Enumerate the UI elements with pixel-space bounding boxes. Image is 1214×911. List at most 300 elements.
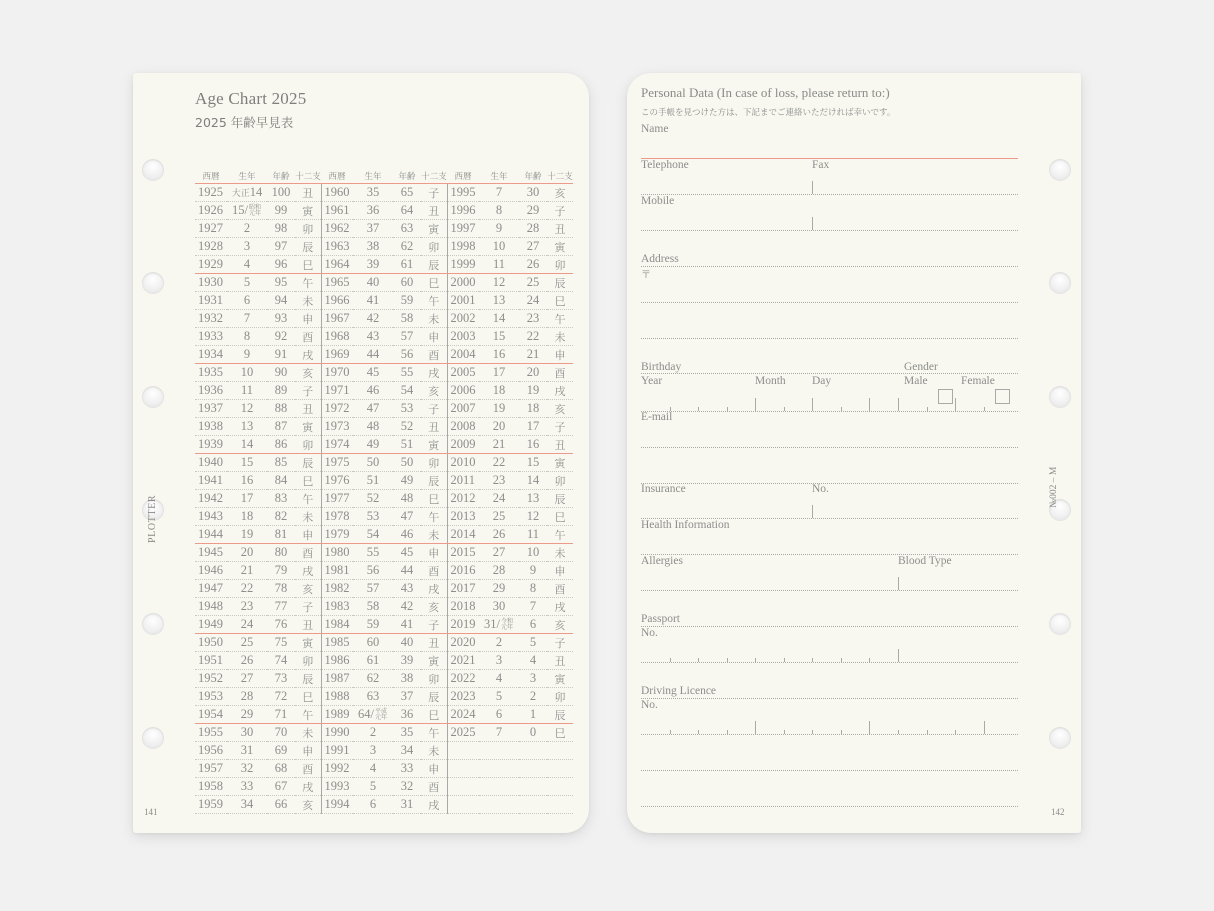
western-year-cell: 1930 — [195, 274, 227, 292]
western-year-cell: 2022 — [447, 670, 479, 688]
western-year-cell: 1982 — [321, 580, 353, 598]
era-year-cell: 45 — [353, 364, 393, 382]
passport-no-label: No. — [641, 627, 658, 639]
age-cell: 95 — [267, 274, 295, 292]
col-header-western-year: 西暦 — [321, 169, 353, 184]
era-year-cell: 58 — [353, 598, 393, 616]
zodiac-cell: 午 — [421, 508, 447, 526]
era-year-cell: 5 — [353, 778, 393, 796]
era-year-cell: 4 — [227, 256, 267, 274]
table-row — [195, 382, 573, 400]
western-year-cell: 1999 — [447, 256, 479, 274]
age-cell: 16 — [519, 436, 547, 454]
western-year-cell: 2016 — [447, 562, 479, 580]
western-year-cell: 1998 — [447, 238, 479, 256]
extra-line-1[interactable] — [641, 770, 1018, 771]
zodiac-cell: 丑 — [421, 202, 447, 220]
age-cell: 12 — [519, 508, 547, 526]
zodiac-cell: 辰 — [421, 688, 447, 706]
western-year-cell: 1949 — [195, 616, 227, 634]
table-row — [195, 184, 573, 202]
birthday-label: Birthday — [641, 361, 682, 373]
age-cell: 65 — [393, 184, 421, 202]
zodiac-cell: 申 — [295, 526, 321, 544]
zodiac-cell: 酉 — [421, 346, 447, 364]
birthday-field[interactable] — [641, 411, 1018, 412]
era-year-cell: 20 — [479, 418, 519, 436]
era-year-cell: 50 — [353, 454, 393, 472]
zodiac-cell: 辰 — [547, 706, 573, 724]
table-row — [195, 436, 573, 454]
western-year-cell — [447, 778, 479, 796]
insurance-label: Insurance — [641, 483, 686, 495]
zodiac-cell: 寅 — [295, 202, 321, 220]
age-cell: 68 — [267, 760, 295, 778]
name-field[interactable] — [641, 158, 1018, 159]
allergies-field[interactable] — [641, 590, 1018, 591]
zodiac-cell: 卯 — [295, 220, 321, 238]
age-cell: 46 — [393, 526, 421, 544]
mobile-field[interactable] — [641, 230, 1018, 231]
female-checkbox[interactable] — [995, 389, 1010, 404]
mobile-label: Mobile — [641, 195, 675, 207]
age-cell: 49 — [393, 472, 421, 490]
age-cell: 57 — [393, 328, 421, 346]
western-year-cell: 1927 — [195, 220, 227, 238]
table-row — [195, 526, 573, 544]
era-year-cell: 30 — [479, 598, 519, 616]
era-year-cell: 17 — [227, 490, 267, 508]
email-field-2[interactable] — [641, 483, 1018, 484]
age-cell: 63 — [393, 220, 421, 238]
era-year-cell: 18 — [479, 382, 519, 400]
age-cell: 67 — [267, 778, 295, 796]
zodiac-cell: 未 — [295, 292, 321, 310]
western-year-cell: 1947 — [195, 580, 227, 598]
era-year-cell: 37 — [353, 220, 393, 238]
western-year-cell: 1957 — [195, 760, 227, 778]
western-year-cell: 2014 — [447, 526, 479, 544]
western-year-cell: 1936 — [195, 382, 227, 400]
era-year-cell: 10 — [227, 364, 267, 382]
zodiac-cell: 戌 — [547, 382, 573, 400]
zodiac-cell: 子 — [421, 616, 447, 634]
era-year-cell: 13 — [227, 418, 267, 436]
fax-label: Fax — [812, 159, 830, 171]
table-row — [195, 562, 573, 580]
health-information-field[interactable] — [641, 554, 1018, 555]
zodiac-cell: 寅 — [421, 652, 447, 670]
table-row — [195, 508, 573, 526]
western-year-cell: 2001 — [447, 292, 479, 310]
age-cell: 26 — [519, 256, 547, 274]
age-cell: 44 — [393, 562, 421, 580]
western-year-cell: 1966 — [321, 292, 353, 310]
era-year-cell: 60 — [353, 634, 393, 652]
zodiac-cell: 丑 — [295, 400, 321, 418]
driving-licence-rule — [641, 698, 1018, 699]
western-year-cell: 2002 — [447, 310, 479, 328]
age-cell: 15 — [519, 454, 547, 472]
western-year-cell: 1934 — [195, 346, 227, 364]
era-year-cell: 8 — [227, 328, 267, 346]
era-year-cell: 7 — [479, 184, 519, 202]
western-year-cell — [447, 796, 479, 814]
zodiac-cell: 戌 — [421, 796, 447, 814]
table-row — [195, 238, 573, 256]
era-year-cell: 21 — [227, 562, 267, 580]
age-cell: 70 — [267, 724, 295, 742]
age-cell: 13 — [519, 490, 547, 508]
era-year-cell: 42 — [353, 310, 393, 328]
binder-hole — [142, 386, 164, 408]
zodiac-cell: 卯 — [295, 436, 321, 454]
western-year-cell: 1954 — [195, 706, 227, 724]
email-field[interactable] — [641, 447, 1018, 448]
age-cell: 3 — [519, 670, 547, 688]
age-cell: 54 — [393, 382, 421, 400]
age-cell: 84 — [267, 472, 295, 490]
western-year-cell: 1926 — [195, 202, 227, 220]
table-row — [195, 328, 573, 346]
western-year-cell: 2004 — [447, 346, 479, 364]
zodiac-cell: 未 — [421, 742, 447, 760]
digit-tick — [984, 721, 985, 734]
era-year-cell: 26 — [227, 652, 267, 670]
western-year-cell: 1976 — [321, 472, 353, 490]
passport-field[interactable] — [641, 662, 1018, 663]
zodiac-cell: 辰 — [295, 454, 321, 472]
driving-licence-field[interactable] — [641, 734, 1018, 735]
age-cell: 52 — [393, 418, 421, 436]
zodiac-cell: 亥 — [295, 580, 321, 598]
era-year-cell: 11 — [227, 382, 267, 400]
era-year-cell: 56 — [353, 562, 393, 580]
western-year-cell: 1948 — [195, 598, 227, 616]
zodiac-cell: 寅 — [421, 436, 447, 454]
western-year-cell: 1943 — [195, 508, 227, 526]
western-year-cell: 1931 — [195, 292, 227, 310]
western-year-cell: 1970 — [321, 364, 353, 382]
age-cell: 22 — [519, 328, 547, 346]
passport-label: Passport — [641, 613, 680, 625]
western-year-cell: 1928 — [195, 238, 227, 256]
zodiac-cell: 酉 — [421, 778, 447, 796]
era-year-cell: 17 — [479, 364, 519, 382]
zodiac-cell: 寅 — [295, 418, 321, 436]
col-header-era-year: 生年 — [479, 169, 519, 184]
zodiac-cell: 午 — [421, 724, 447, 742]
era-year-cell: 34 — [227, 796, 267, 814]
age-cell: 96 — [267, 256, 295, 274]
table-header-row — [195, 169, 573, 184]
western-year-cell: 1994 — [321, 796, 353, 814]
zodiac-cell: 丑 — [295, 184, 321, 202]
era-year-cell: 35 — [353, 184, 393, 202]
age-cell: 36 — [393, 706, 421, 724]
zodiac-cell: 丑 — [295, 616, 321, 634]
table-row — [195, 310, 573, 328]
western-year-cell: 2005 — [447, 364, 479, 382]
western-year-cell: 1996 — [447, 202, 479, 220]
era-year-cell: 31/令和元年 — [479, 616, 519, 634]
extra-line-2[interactable] — [641, 806, 1018, 807]
era-year-cell — [479, 796, 519, 814]
table-row — [195, 274, 573, 292]
male-checkbox[interactable] — [938, 389, 953, 404]
age-cell: 42 — [393, 598, 421, 616]
era-year-cell: 2 — [479, 634, 519, 652]
binder-hole — [142, 272, 164, 294]
age-cell: 32 — [393, 778, 421, 796]
zodiac-cell: 卯 — [547, 472, 573, 490]
digit-tick — [869, 721, 870, 734]
age-cell: 10 — [519, 544, 547, 562]
zodiac-cell: 亥 — [547, 400, 573, 418]
age-cell: 85 — [267, 454, 295, 472]
age-cell: 30 — [519, 184, 547, 202]
western-year-cell: 2009 — [447, 436, 479, 454]
era-year-cell: 39 — [353, 256, 393, 274]
zodiac-cell: 卯 — [421, 454, 447, 472]
western-year-cell: 1975 — [321, 454, 353, 472]
age-cell: 71 — [267, 706, 295, 724]
western-year-cell: 2012 — [447, 490, 479, 508]
digit-tick — [755, 398, 756, 411]
era-year-cell: 16 — [479, 346, 519, 364]
col-header-age: 年齢 — [519, 169, 547, 184]
address-line-2[interactable] — [641, 302, 1018, 303]
western-year-cell: 1945 — [195, 544, 227, 562]
era-year-cell: 44 — [353, 346, 393, 364]
page-number: 142 — [1051, 807, 1065, 817]
western-year-cell: 2013 — [447, 508, 479, 526]
age-cell: 2 — [519, 688, 547, 706]
digit-tick — [898, 649, 899, 662]
era-year-cell: 3 — [227, 238, 267, 256]
age-cell: 55 — [393, 364, 421, 382]
table-row — [195, 742, 573, 760]
western-year-cell: 1978 — [321, 508, 353, 526]
blood-type-label: Blood Type — [898, 555, 952, 567]
western-year-cell: 1992 — [321, 760, 353, 778]
western-year-cell: 2007 — [447, 400, 479, 418]
era-year-cell: 29 — [479, 580, 519, 598]
col-header-western-year: 西暦 — [195, 169, 227, 184]
era-year-cell: 36 — [353, 202, 393, 220]
era-year-cell: 2 — [353, 724, 393, 742]
era-year-cell: 26 — [479, 526, 519, 544]
zodiac-cell: 卯 — [295, 652, 321, 670]
table-row — [195, 220, 573, 238]
address-line-1[interactable] — [641, 266, 1018, 267]
zodiac-cell: 未 — [295, 508, 321, 526]
zodiac-cell: 午 — [421, 292, 447, 310]
zodiac-cell: 丑 — [547, 220, 573, 238]
era-year-cell: 7 — [479, 724, 519, 742]
western-year-cell: 1955 — [195, 724, 227, 742]
era-year-cell: 43 — [353, 328, 393, 346]
era-year-cell: 28 — [227, 688, 267, 706]
table-row — [195, 706, 573, 724]
divider-tick — [898, 577, 899, 590]
zodiac-cell: 酉 — [295, 544, 321, 562]
day-label: Day — [812, 375, 832, 387]
table-row — [195, 778, 573, 796]
age-cell: 76 — [267, 616, 295, 634]
zodiac-cell: 寅 — [547, 670, 573, 688]
zodiac-cell: 辰 — [295, 670, 321, 688]
era-year-cell: 20 — [227, 544, 267, 562]
era-year-cell: 14 — [479, 310, 519, 328]
zodiac-cell: 巳 — [421, 706, 447, 724]
age-cell: 37 — [393, 688, 421, 706]
zodiac-cell: 午 — [295, 490, 321, 508]
western-year-cell: 2006 — [447, 382, 479, 400]
era-year-cell: 49 — [353, 436, 393, 454]
era-year-cell: 24 — [479, 490, 519, 508]
western-year-cell — [447, 742, 479, 760]
western-year-cell: 1997 — [447, 220, 479, 238]
zodiac-cell: 亥 — [421, 382, 447, 400]
western-year-cell: 1980 — [321, 544, 353, 562]
era-year-cell: 29 — [227, 706, 267, 724]
western-year-cell: 1961 — [321, 202, 353, 220]
female-label: Female — [961, 375, 995, 387]
binder-hole — [142, 727, 164, 749]
zodiac-cell: 戌 — [421, 364, 447, 382]
age-cell: 90 — [267, 364, 295, 382]
zodiac-cell: 寅 — [547, 238, 573, 256]
zodiac-cell: 巳 — [295, 688, 321, 706]
age-cell: 43 — [393, 580, 421, 598]
western-year-cell: 1985 — [321, 634, 353, 652]
table-row — [195, 796, 573, 814]
age-cell: 40 — [393, 634, 421, 652]
divider-tick — [812, 181, 813, 194]
era-year-cell: 12 — [479, 274, 519, 292]
age-cell: 19 — [519, 382, 547, 400]
western-year-cell: 2023 — [447, 688, 479, 706]
zodiac-cell: 辰 — [295, 238, 321, 256]
age-cell — [519, 796, 547, 814]
age-cell: 100 — [267, 184, 295, 202]
zodiac-cell: 未 — [547, 544, 573, 562]
table-row — [195, 616, 573, 634]
table-row — [195, 652, 573, 670]
table-row — [195, 598, 573, 616]
era-year-cell: 54 — [353, 526, 393, 544]
era-year-cell: 27 — [479, 544, 519, 562]
western-year-cell: 1950 — [195, 634, 227, 652]
telephone-field[interactable] — [641, 194, 1018, 195]
age-cell: 62 — [393, 238, 421, 256]
age-cell: 91 — [267, 346, 295, 364]
address-label: Address — [641, 253, 679, 265]
health-information-label: Health Information — [641, 519, 730, 531]
western-year-cell: 2025 — [447, 724, 479, 742]
era-year-cell: 5 — [479, 688, 519, 706]
western-year-cell: 1944 — [195, 526, 227, 544]
binder-hole — [1049, 727, 1071, 749]
table-row — [195, 346, 573, 364]
age-cell: 41 — [393, 616, 421, 634]
address-line-3[interactable] — [641, 338, 1018, 339]
era-year-cell: 30 — [227, 724, 267, 742]
zodiac-cell: 子 — [295, 598, 321, 616]
age-cell: 9 — [519, 562, 547, 580]
western-year-cell: 1993 — [321, 778, 353, 796]
zodiac-cell: 酉 — [547, 580, 573, 598]
zodiac-cell: 未 — [421, 526, 447, 544]
western-year-cell: 2021 — [447, 652, 479, 670]
era-year-cell — [479, 778, 519, 796]
divider-tick — [812, 505, 813, 518]
zodiac-cell: 子 — [547, 202, 573, 220]
allergies-label: Allergies — [641, 555, 683, 567]
western-year-cell: 1937 — [195, 400, 227, 418]
era-year-cell: 2 — [227, 220, 267, 238]
zodiac-cell: 午 — [295, 274, 321, 292]
table-row — [195, 670, 573, 688]
age-cell: 60 — [393, 274, 421, 292]
zodiac-cell: 丑 — [421, 634, 447, 652]
age-cell: 97 — [267, 238, 295, 256]
zodiac-cell: 卯 — [421, 238, 447, 256]
zodiac-cell: 辰 — [421, 472, 447, 490]
era-year-cell: 62 — [353, 670, 393, 688]
table-row — [195, 202, 573, 220]
table-row — [195, 364, 573, 382]
age-cell: 18 — [519, 400, 547, 418]
western-year-cell: 2011 — [447, 472, 479, 490]
table-row — [195, 256, 573, 274]
zodiac-cell: 未 — [295, 724, 321, 742]
zodiac-cell: 巳 — [547, 508, 573, 526]
era-year-cell: 3 — [479, 652, 519, 670]
age-cell: 29 — [519, 202, 547, 220]
zodiac-cell: 未 — [421, 310, 447, 328]
era-year-cell: 9 — [479, 220, 519, 238]
western-year-cell: 1953 — [195, 688, 227, 706]
age-cell: 56 — [393, 346, 421, 364]
table-row — [195, 724, 573, 742]
zodiac-cell: 子 — [421, 400, 447, 418]
era-year-cell: 25 — [479, 508, 519, 526]
western-year-cell: 1933 — [195, 328, 227, 346]
binder-hole — [1049, 272, 1071, 294]
col-header-zodiac: 十二支 — [547, 169, 573, 184]
western-year-cell: 1983 — [321, 598, 353, 616]
age-chart-page — [133, 73, 589, 833]
age-cell: 51 — [393, 436, 421, 454]
western-year-cell: 1963 — [321, 238, 353, 256]
col-header-western-year: 西暦 — [447, 169, 479, 184]
age-cell: 86 — [267, 436, 295, 454]
western-year-cell: 2020 — [447, 634, 479, 652]
age-cell: 24 — [519, 292, 547, 310]
binder-hole — [1049, 386, 1071, 408]
western-year-cell: 1990 — [321, 724, 353, 742]
era-year-cell: 6 — [479, 706, 519, 724]
age-cell: 74 — [267, 652, 295, 670]
age-cell: 99 — [267, 202, 295, 220]
zodiac-cell: 辰 — [547, 490, 573, 508]
era-year-cell: 5 — [227, 274, 267, 292]
age-cell: 78 — [267, 580, 295, 598]
era-year-cell: 25 — [227, 634, 267, 652]
digit-tick — [812, 398, 813, 411]
